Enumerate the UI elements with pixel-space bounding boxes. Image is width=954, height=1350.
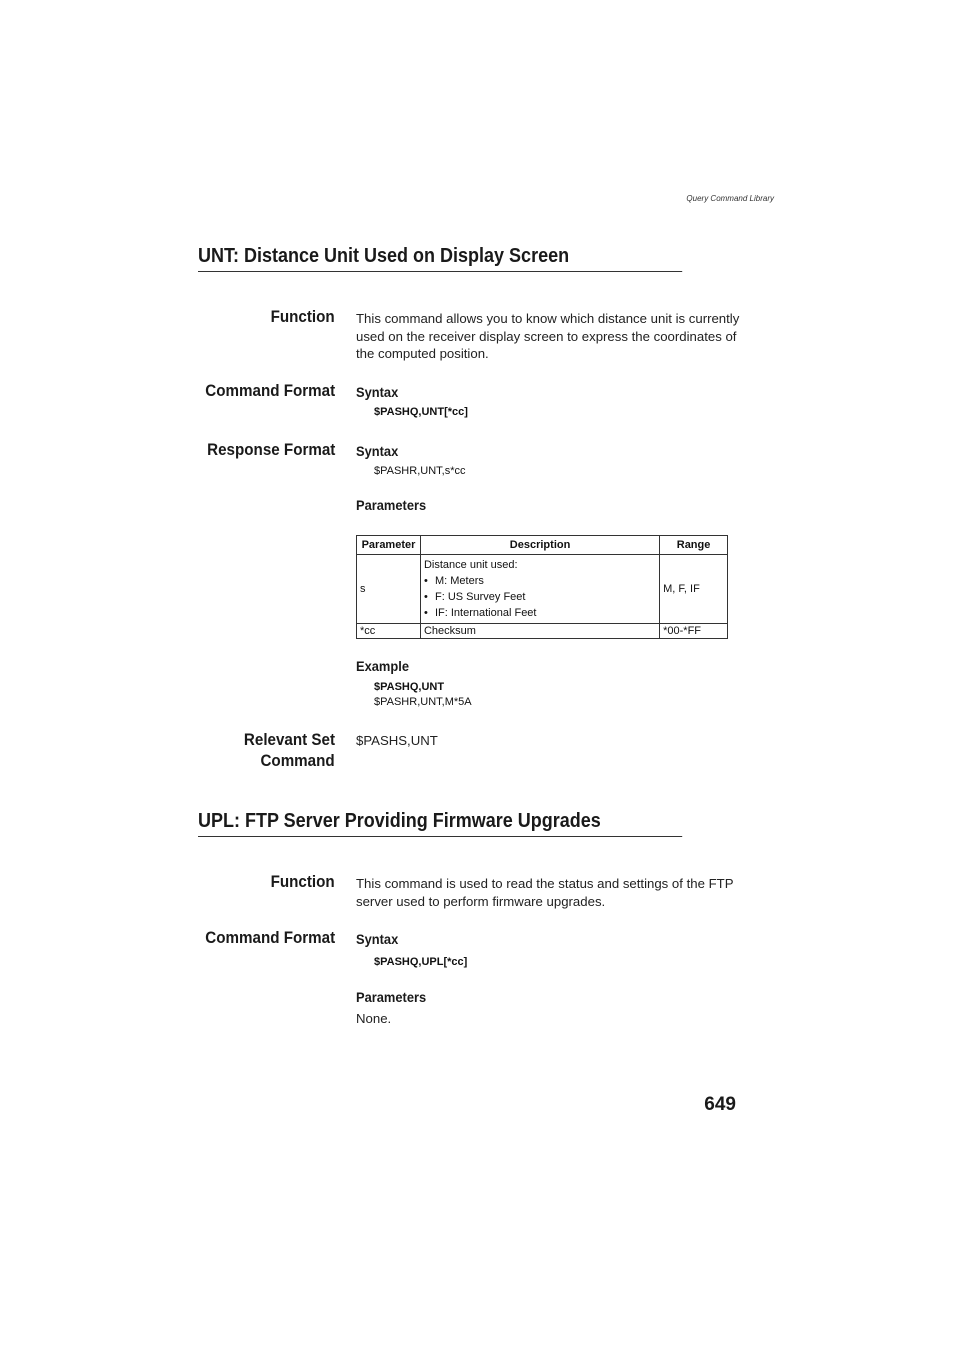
upl-command-format-label: Command Format (205, 929, 335, 947)
description-list (424, 573, 656, 621)
unt-section-title: UNT: Distance Unit Used on Display Screen (198, 244, 682, 272)
list-item: • M: Meters (424, 573, 656, 589)
table-row (357, 624, 728, 639)
unt-command-format-label: Command Format (205, 382, 335, 400)
unt-syntax-code: $PASHQ,UNT[*cc] (374, 406, 468, 418)
running-header: Query Command Library (686, 194, 774, 203)
table-header-row (357, 536, 728, 555)
unt-example-response: $PASHR,UNT,M*5A (374, 696, 472, 708)
upl-section-title: UPL: FTP Server Providing Firmware Upgrades (198, 809, 682, 837)
page-number: 649 (704, 1094, 736, 1115)
table-row (357, 555, 728, 624)
description-intro: Distance unit used: (423, 559, 518, 571)
upl-syntax-label: Syntax (356, 931, 399, 947)
unt-relevant-set-command-label: Relevant Set Command (243, 731, 335, 770)
table-cell-parameter: s (357, 555, 421, 624)
upl-function-text: This command is used to read the status and settings of the FTP server used to perform firmware upgrades. (356, 876, 734, 909)
table-cell-parameter: *cc (357, 624, 421, 639)
upl-function-label: Function (270, 873, 335, 891)
list-item: • F: US Survey Feet (424, 589, 656, 605)
list-item: • IF: International Feet (424, 605, 656, 621)
unt-response-syntax-label: Syntax (356, 443, 399, 459)
unt-parameters-table (356, 535, 728, 639)
upl-parameters-value: None. (356, 1011, 392, 1026)
unt-syntax-label: Syntax (356, 384, 399, 400)
table-header-description: Description (420, 536, 659, 555)
unt-response-syntax-code: $PASHR,UNT,s*cc (374, 465, 466, 477)
upl-syntax-code: $PASHQ,UPL[*cc] (374, 956, 468, 968)
unt-function-text: This command allows you to know which distance unit is currently used on the receiver display screen to express the coordinates of the computed position. (356, 311, 740, 361)
unt-response-format-label: Response Format (206, 441, 335, 459)
table-cell-description: Checksum (420, 624, 659, 639)
unt-parameters-label: Parameters (356, 497, 427, 513)
upl-parameters-label: Parameters (356, 989, 427, 1005)
unt-example-label: Example (356, 658, 409, 674)
table-cell-range: *00-*FF (660, 624, 728, 639)
unt-function-label: Function (270, 308, 335, 326)
unt-example-query: $PASHQ,UNT (374, 681, 445, 693)
unt-relevant-set-command-value: $PASHS,UNT (356, 733, 438, 748)
table-header-range: Range (660, 536, 728, 555)
table-header-parameter: Parameter (357, 536, 421, 555)
table-cell-range: M, F, IF (660, 555, 728, 624)
table-cell-description (420, 555, 659, 624)
